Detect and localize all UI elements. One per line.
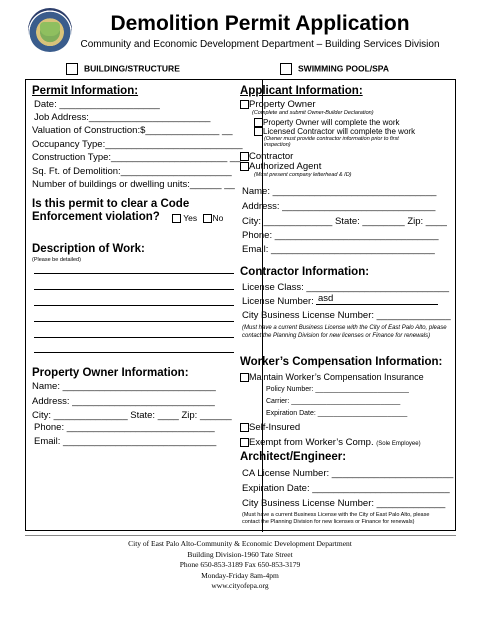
code-enforcement-question-2: Enforcement violation?	[32, 211, 160, 223]
license-class-field[interactable]: License Class: ___________________________	[242, 282, 450, 293]
maintain-insurance-option[interactable]	[240, 372, 424, 382]
agent-note: (Must present company letterhead & ID)	[254, 172, 352, 178]
contractor-business-license-field[interactable]: City Business License Number: ______________	[242, 310, 451, 321]
form-frame	[25, 79, 456, 531]
self-insured-option[interactable]	[240, 422, 300, 433]
owner-phone-field[interactable]: Phone: ____________________________	[34, 422, 215, 433]
architect-expiration-field[interactable]: Expiration Date: __________________________	[242, 483, 450, 494]
architect-heading: Architect/Engineer:	[240, 451, 347, 463]
swimming-pool-option[interactable]	[280, 63, 389, 75]
exempt-checkbox[interactable]	[240, 438, 249, 447]
maintain-insurance-checkbox[interactable]	[240, 373, 249, 382]
date-field[interactable]: Date: ___________________	[34, 99, 160, 110]
licensed-note-1: (Owner must provide contractor information prior to first	[264, 136, 399, 142]
swimming-pool-checkbox[interactable]	[280, 63, 292, 75]
description-line[interactable]	[34, 321, 234, 322]
ca-license-field[interactable]: CA License Number: _______________________	[242, 468, 454, 479]
owner-builder-note: (Complete and submit Owner-Builder Declaration)	[252, 110, 374, 116]
workers-comp-heading: Worker’s Compensation Information:	[240, 356, 443, 368]
authorized-agent-checkbox[interactable]	[240, 162, 249, 171]
permit-info-heading: Permit Information:	[32, 85, 139, 97]
building-structure-label: BUILDING/STRUCTURE	[84, 63, 180, 74]
owner-will-complete-option[interactable]	[254, 118, 400, 127]
applicant-city-state-zip-field[interactable]: City: _____________ State: ________ Zip: ____	[242, 216, 447, 227]
footer-line-2: Building Division-1960 Tate Street	[187, 549, 293, 559]
yes-label: Yes	[183, 213, 198, 223]
page-subtitle: Community and Economic Development Department – Building Services Division	[80, 39, 440, 50]
description-line[interactable]	[34, 273, 234, 274]
authorized-agent-label: Authorized Agent	[249, 161, 322, 172]
licensed-contractor-option[interactable]	[254, 127, 415, 136]
property-owner-checkbox[interactable]	[240, 100, 249, 109]
description-note: (Please be detailed)	[32, 257, 81, 263]
owner-address-field[interactable]: Address: ___________________________	[32, 396, 215, 407]
self-insured-label: Self-Insured	[249, 422, 301, 433]
contractor-checkbox[interactable]	[240, 152, 249, 161]
sqft-field[interactable]: Sq. Ft. of Demolition:_____________________	[32, 166, 232, 177]
owner-email-field[interactable]: Email: _____________________________	[34, 436, 217, 447]
description-line[interactable]	[34, 352, 234, 353]
buildings-field[interactable]: Number of buildings or dwelling units:______ __	[32, 179, 235, 190]
footer	[0, 539, 480, 592]
license-number-input[interactable]: asd	[316, 293, 438, 305]
footer-line-4: Monday-Friday 8am-4pm	[201, 570, 279, 580]
contractor-info-heading: Contractor Information:	[240, 266, 370, 278]
occupancy-field[interactable]: Occupancy Type:__________________________	[32, 139, 243, 150]
licensed-contractor-label: Licensed Contractor will complete the work	[263, 127, 416, 136]
wc-expiration-field[interactable]: Expiration Date: _______________________	[266, 410, 408, 417]
page-title: Demolition Permit Application	[110, 12, 410, 35]
footer-divider	[25, 535, 456, 536]
maintain-insurance-label: Maintain Worker’s Compensation Insurance	[249, 372, 424, 382]
applicant-email-field[interactable]: Email: _______________________________	[242, 244, 435, 255]
applicant-phone-field[interactable]: Phone: _______________________________	[242, 230, 439, 241]
description-heading: Description of Work:	[32, 243, 145, 255]
contractor-label: Contractor	[249, 151, 294, 162]
owner-name-field[interactable]: Name: _____________________________	[32, 381, 216, 392]
owner-city-state-zip-field[interactable]: City: ______________ State: ____ Zip: ______	[32, 410, 232, 421]
architect-business-license-field[interactable]: City Business License Number: _____________	[242, 498, 446, 509]
licensed-note-2: inspection)	[264, 142, 291, 148]
description-line[interactable]	[34, 337, 234, 338]
building-structure-option[interactable]	[66, 63, 180, 75]
exempt-label: Exempt from Worker’s Comp.	[249, 437, 374, 448]
policy-number-field[interactable]: Policy Number: ________________________	[266, 386, 409, 393]
property-owner-option[interactable]	[240, 99, 316, 110]
code-enforcement-options	[172, 213, 223, 223]
description-line[interactable]	[34, 289, 234, 290]
self-insured-checkbox[interactable]	[240, 423, 249, 432]
footer-line-1: City of East Palo Alto-Community & Economic Development Department	[128, 539, 352, 548]
authorized-agent-option[interactable]	[240, 161, 321, 172]
applicant-info-heading: Applicant Information:	[240, 85, 363, 97]
valuation-field[interactable]: Valuation of Construction:$______________ __	[32, 125, 233, 136]
description-line[interactable]	[34, 305, 234, 306]
carrier-field[interactable]: Carrier: ____________________________	[266, 398, 401, 405]
footer-line-3: Phone 650-853-3189 Fax 650-853-3179	[179, 560, 301, 569]
code-enforcement-question: Is this permit to clear a Code	[32, 198, 190, 210]
no-label: No	[212, 213, 224, 223]
licensed-contractor-checkbox[interactable]	[254, 127, 263, 136]
architect-license-note: (Must have a current Business License with the City of East Palo Alto, please contact the Planning Division for new licenses or Finance for renewals)	[242, 512, 430, 525]
owner-will-complete-label: Property Owner will complete the work	[263, 118, 400, 127]
applicant-name-field[interactable]: Name: _______________________________	[242, 186, 437, 197]
job-address-field[interactable]: Job Address:_______________________	[34, 112, 211, 123]
property-owner-label: Property Owner	[249, 99, 316, 110]
building-structure-checkbox[interactable]	[66, 63, 78, 75]
owner-info-heading: Property Owner Information:	[32, 367, 189, 379]
construction-type-field[interactable]: Construction Type:______________________ __	[32, 152, 241, 163]
contractor-license-note: (Must have a current Business License with the City of East Palo Alto, please contact the Planning Division for new licenses or Finance for renewals)	[242, 325, 447, 339]
swimming-pool-label: SWIMMING POOL/SPA	[298, 63, 389, 74]
yes-checkbox[interactable]	[172, 214, 181, 223]
license-number-label: License Number:	[242, 296, 314, 307]
applicant-address-field[interactable]: Address: _____________________________	[242, 201, 436, 212]
exempt-note: (Sole Employee)	[376, 441, 421, 447]
exempt-option[interactable]	[240, 437, 421, 448]
footer-website-link[interactable]: www.cityofepa.org	[211, 581, 269, 590]
